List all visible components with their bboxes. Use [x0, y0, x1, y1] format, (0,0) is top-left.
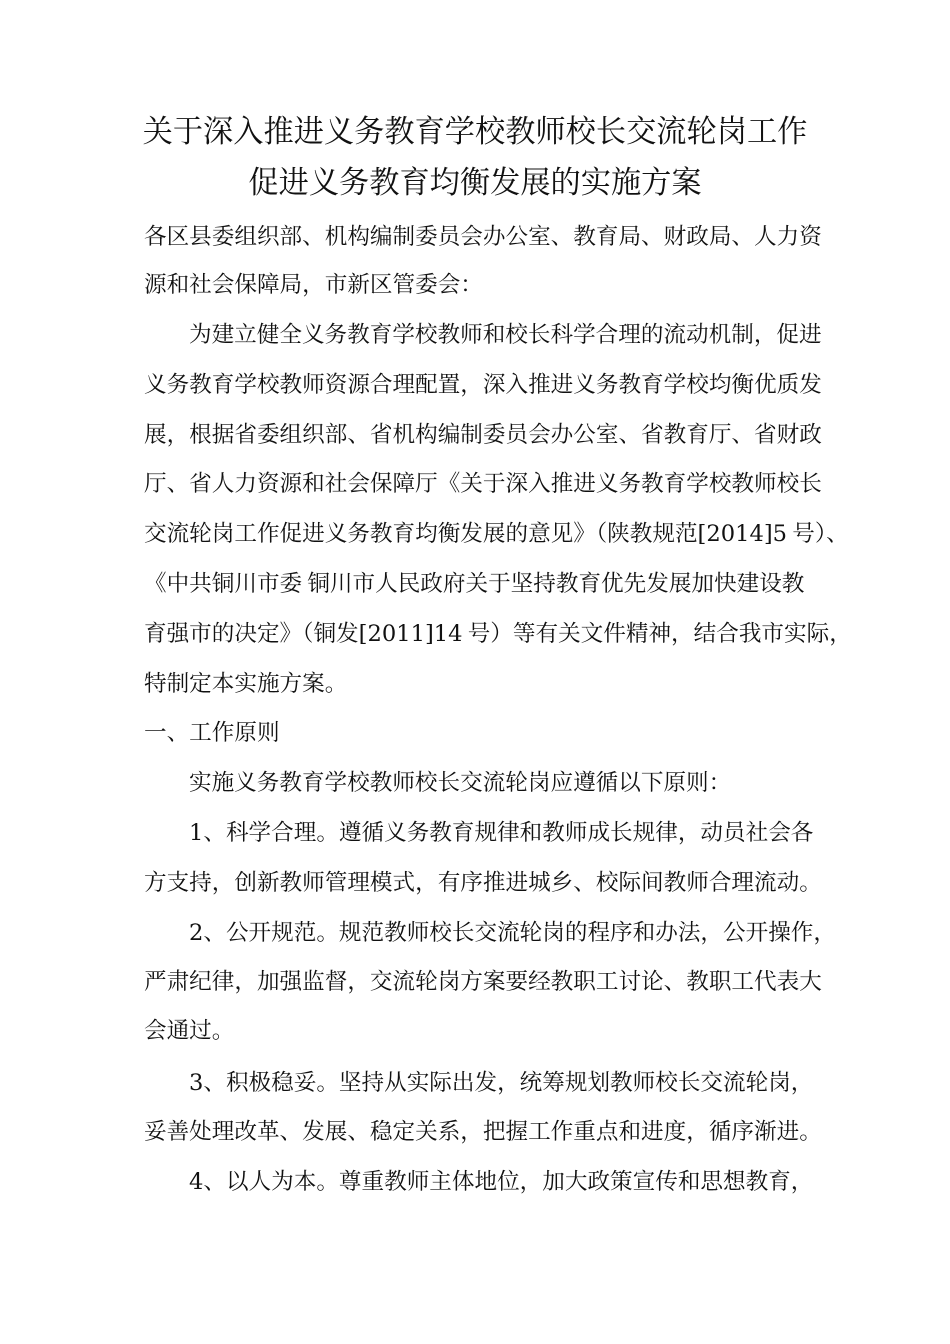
section-heading: 一、工作原则	[144, 720, 280, 746]
principle-item-line: 4、以人为本。尊重教师主体地位，加大政策宣传和思想教育，	[189, 1169, 814, 1195]
salutation-line: 源和社会保障局，市新区管委会：	[144, 272, 483, 298]
principle-item-line: 会通过。	[144, 1018, 235, 1044]
body-text-line: 特制定本实施方案。	[144, 671, 348, 697]
salutation-line: 各区县委组织部、机构编制委员会办公室、教育局、财政局、人力资	[144, 224, 822, 250]
principle-item-line: 方支持，创新教师管理模式，有序推进城乡、校际间教师合理流动。	[144, 870, 822, 896]
principle-item-line: 3、积极稳妥。坚持从实际出发，统筹规划教师校长交流轮岗，	[189, 1070, 814, 1096]
body-text-line: 为建立健全义务教育学校教师和校长科学合理的流动机制，促进	[189, 322, 822, 348]
principle-item-line: 1、科学合理。遵循义务教育规律和教师成长规律，动员社会各	[189, 820, 814, 846]
body-text-line: 育强市的决定》（铜发[2011]14 号）等有关文件精神，结合我市实际，	[144, 621, 852, 647]
body-text-line: 实施义务教育学校教师校长交流轮岗应遵循以下原则：	[189, 770, 732, 796]
body-text-line: 义务教育学校教师资源合理配置，深入推进义务教育学校均衡优质发	[144, 372, 822, 398]
principle-item-line: 妥善处理改革、发展、稳定关系，把握工作重点和进度，循序渐进。	[144, 1119, 822, 1145]
principle-item-line: 2、公开规范。规范教师校长交流轮岗的程序和办法，公开操作，	[189, 920, 836, 946]
body-text-line: 交流轮岗工作促进义务教育均衡发展的意见》（陕教规范[2014]5 号）、	[144, 521, 849, 547]
document-title-line-2: 促进义务教育均衡发展的实施方案	[248, 165, 702, 201]
body-text-line: 厅、省人力资源和社会保障厅《关于深入推进义务教育学校教师校长	[144, 471, 822, 497]
principle-item-line: 严肃纪律，加强监督，交流轮岗方案要经教职工讨论、教职工代表大	[144, 969, 822, 995]
body-text-line: 《中共铜川市委 铜川市人民政府关于坚持教育优先发展加快建设教	[144, 571, 805, 597]
document-title-line-1: 关于深入推进义务教育学校教师校长交流轮岗工作	[142, 114, 808, 150]
body-text-line: 展，根据省委组织部、省机构编制委员会办公室、省教育厅、省财政	[144, 422, 822, 448]
